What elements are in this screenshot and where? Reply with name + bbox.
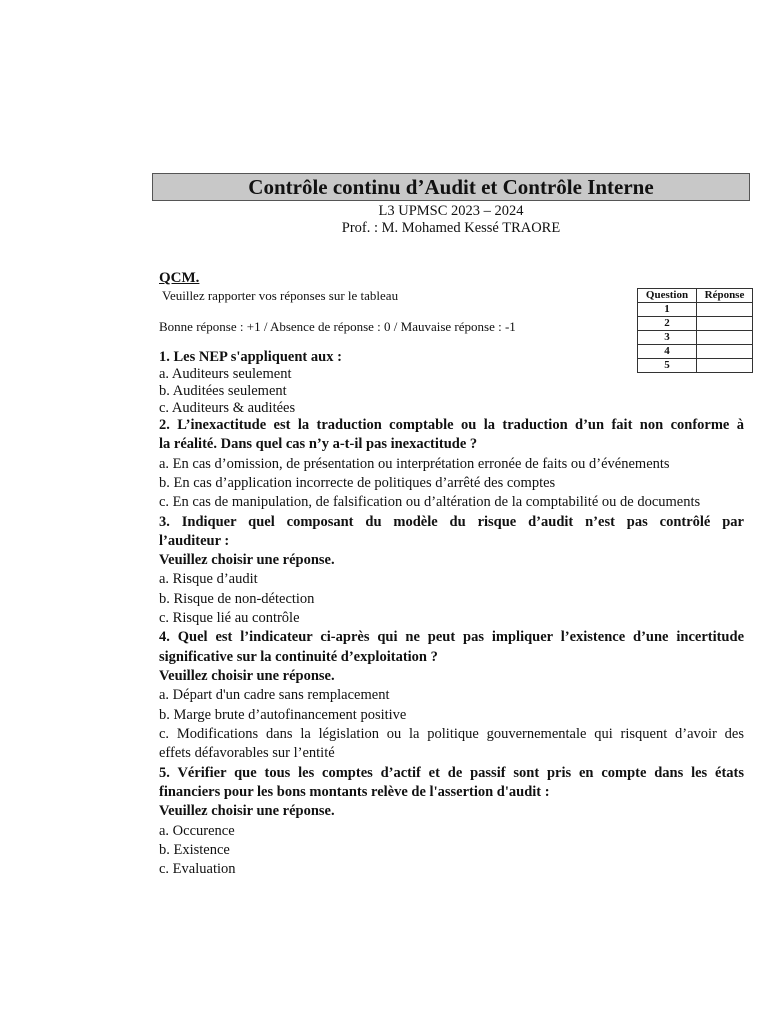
- question-5-option-a: a. Occurence: [159, 823, 235, 839]
- question-4-option-a: a. Départ d'un cadre sans remplacement: [159, 687, 390, 703]
- question-2-text-line1: 2. L’inexactitude est la traduction comptable ou la traduction d’un fait non conforme à: [159, 417, 744, 433]
- question-2-option-c: c. En cas de manipulation, de falsification ou d’altération de la comptabilité ou de documents: [159, 494, 701, 510]
- question-4-option-c-line2: effets défavorables sur l’entité: [159, 745, 335, 761]
- answer-table-question-number: 4: [638, 345, 697, 359]
- question-1-text: 1. Les NEP s'appliquent aux :: [159, 349, 342, 365]
- question-5-text-line2: financiers pour les bons montants relève de l'assertion d'audit :: [159, 784, 550, 800]
- answer-cell[interactable]: [697, 303, 753, 317]
- question-1-option-b: b. Auditées seulement: [159, 383, 287, 399]
- question-3-text-line2: l’auditeur :: [159, 533, 230, 549]
- answer-table-question-number: 5: [638, 359, 697, 373]
- question-4-text-line2: significative sur la continuité d’exploitation ?: [159, 649, 438, 665]
- question-2-text-line2: la réalité. Dans quel cas n’y a-t-il pas inexactitude ?: [159, 436, 478, 452]
- question-4-option-c-line1: c. Modifications dans la législation ou la politique gouvernementale qui risquent d’avoir des: [159, 726, 744, 742]
- scoring-rules: Bonne réponse : +1 / Absence de réponse : 0 / Mauvaise réponse : -1: [159, 319, 516, 334]
- class-year: L3 UPMSC 2023 – 2024: [378, 203, 524, 219]
- answer-cell[interactable]: [697, 345, 753, 359]
- question-3-option-a: a. Risque d’audit: [159, 571, 258, 587]
- question-4-option-b: b. Marge brute d’autofinancement positive: [159, 707, 407, 723]
- answer-cell[interactable]: [697, 317, 753, 331]
- question-4-choose: Veuillez choisir une réponse.: [159, 668, 335, 684]
- question-4-text-line1: 4. Quel est l’indicateur ci-après qui ne peut pas impliquer l’existence d’une incertitude: [159, 629, 744, 645]
- question-5-option-b: b. Existence: [159, 842, 230, 858]
- answer-table-question-number: 3: [638, 331, 697, 345]
- question-3-text-line1: 3. Indiquer quel composant du modèle du risque d’audit n’est pas contrôlé par: [159, 514, 744, 530]
- question-2-option-b: b. En cas d’application incorrecte de politiques d’arrêté des comptes: [159, 475, 556, 491]
- question-3-choose: Veuillez choisir une réponse.: [159, 552, 335, 568]
- answer-table-header-response: Réponse: [697, 289, 753, 303]
- qcm-instruction: Veuillez rapporter vos réponses sur le tableau: [162, 288, 399, 303]
- question-5-option-c: c. Evaluation: [159, 861, 236, 877]
- answer-table-header-question: Question: [638, 289, 697, 303]
- answer-cell[interactable]: [697, 331, 753, 345]
- question-5-choose: Veuillez choisir une réponse.: [159, 803, 335, 819]
- question-1-option-a: a. Auditeurs seulement: [159, 366, 292, 382]
- question-3-option-c: c. Risque lié au contrôle: [159, 610, 300, 626]
- qcm-heading: QCM.: [159, 270, 200, 286]
- answer-table-question-number: 1: [638, 303, 697, 317]
- answer-table: [637, 288, 753, 373]
- question-5-text-line1: 5. Vérifier que tous les comptes d’actif et de passif sont pris en compte dans les états: [159, 765, 744, 781]
- question-2-option-a: a. En cas d’omission, de présentation ou interprétation erronée de faits ou d’événements: [159, 456, 670, 472]
- question-3-option-b: b. Risque de non-détection: [159, 591, 315, 607]
- answer-table-question-number: 2: [638, 317, 697, 331]
- document-title: Contrôle continu d’Audit et Contrôle Interne: [152, 173, 750, 201]
- professor-name: Prof. : M. Mohamed Kessé TRAORE: [341, 220, 561, 236]
- answer-cell[interactable]: [697, 359, 753, 373]
- question-1-option-c: c. Auditeurs & auditées: [159, 400, 296, 416]
